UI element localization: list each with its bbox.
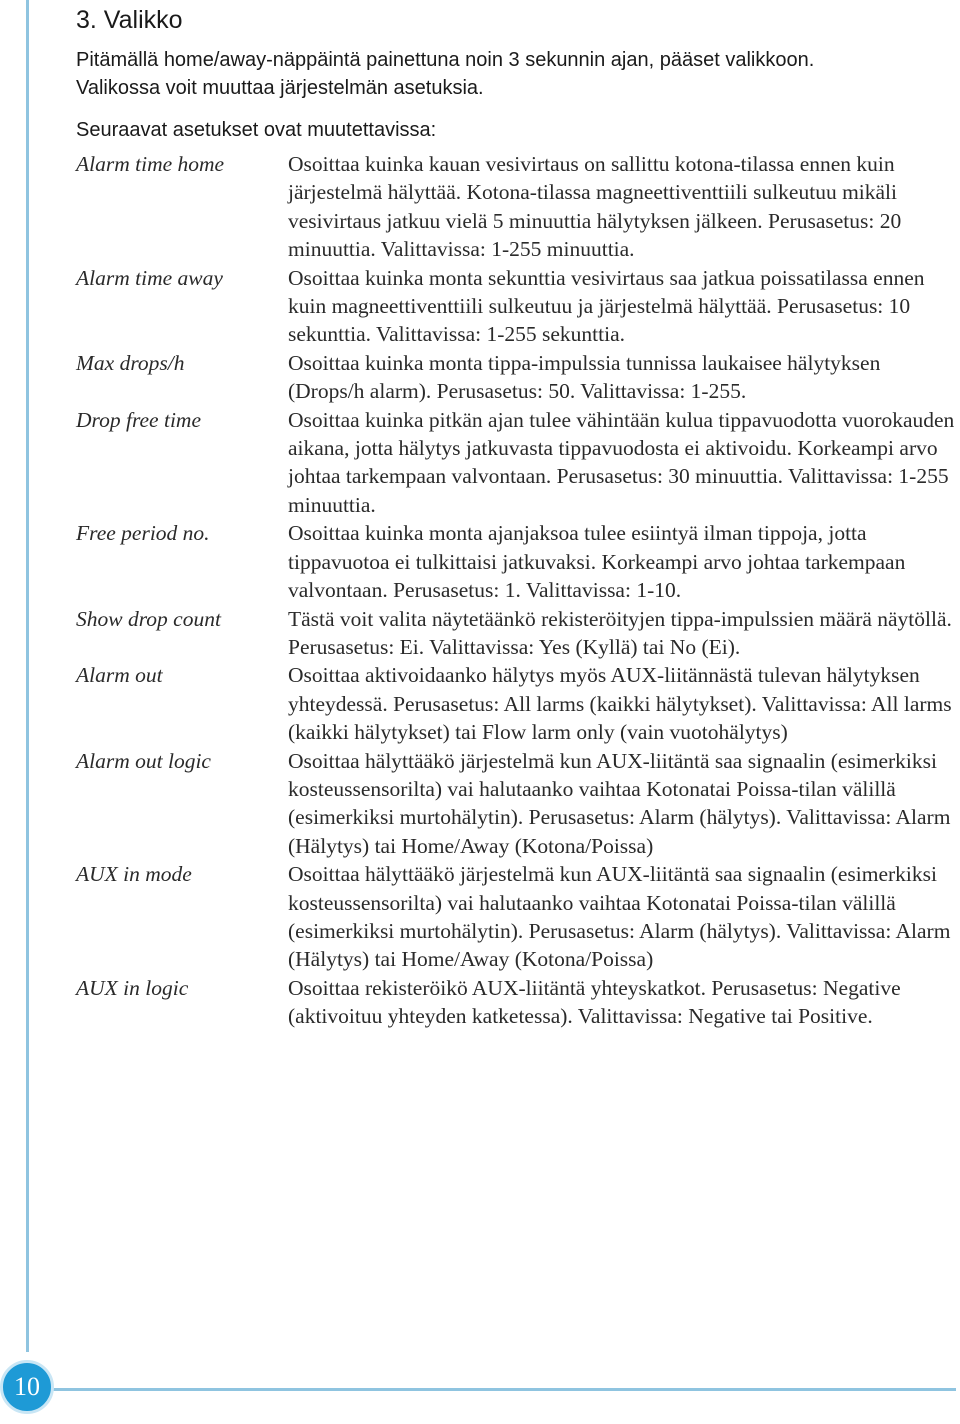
setting-name: Alarm out: [76, 663, 163, 688]
setting-name: Alarm out logic: [76, 748, 211, 773]
setting-name: Drop free time: [76, 407, 201, 432]
setting-description: Osoittaa kuinka monta sekunttia vesivirtaus saa jatkua poissatilassa ennen kuin magneettiventtiili sulkeutuu ja järjestelmä hälyttää. Perusasetus: 10 sekunttia. Valittavissa: 1-255 sekunttia.: [288, 265, 925, 347]
page-content: [76, 0, 956, 1031]
setting-name: Max drops/h: [76, 350, 185, 375]
setting-aux-in-mode: [76, 860, 956, 974]
settings-heading: Seuraavat asetukset ovat muutettavissa:: [76, 119, 437, 141]
setting-drop-free-time: [76, 406, 956, 520]
setting-name: AUX in mode: [76, 862, 192, 887]
setting-aux-in-logic: [76, 974, 956, 1031]
setting-description: Osoittaa kuinka pitkän ajan tulee vähintään kulua tippavuodotta vuorokauden aikana, jotta hälytys jatkuvasta tippavuodosta ei aktivoidu. Korkeampi arvo johtaa tarkempaan valvontaan. Perusasetus: 30 minuuttia. Valittavissa: 1-255 minuuttia.: [288, 407, 955, 517]
setting-name: Show drop count: [76, 606, 221, 631]
intro-line-1: Pitämällä home/away-näppäintä painettuna noin 3 sekunnin ajan, pääset valikkoon.: [76, 49, 815, 71]
footer-rule: [52, 1388, 956, 1391]
setting-name: AUX in logic: [76, 975, 189, 1000]
setting-alarm-out: [76, 661, 956, 746]
setting-name: Alarm time away: [76, 265, 223, 290]
intro-line-2: Valikossa voit muuttaa järjestelmän asetuksia.: [76, 77, 484, 99]
settings-list: [76, 150, 956, 1031]
setting-alarm-time-away: [76, 264, 956, 349]
setting-description: Osoittaa kuinka monta tippa-impulssia tunnissa laukaisee hälytyksen (Drops/h alarm). Perusasetus: 50. Valittavissa: 1-255.: [288, 350, 881, 404]
setting-name: Free period no.: [76, 521, 210, 546]
setting-free-period-no: [76, 519, 956, 604]
setting-description: Osoittaa hälyttääkö järjestelmä kun AUX-liitäntä saa signaalin (esimerkiksi kosteussensorilta) vai halutaanko vaihtaa Kotonatai Poissa-tilan välillä (esimerkiksi murtohälytin). Perusasetus: Alarm (hälytys). Valittavissa: Alarm (Hälytys) tai Home/Away (Kotona/Poissa): [288, 748, 951, 858]
setting-name: Alarm time home: [76, 152, 225, 176]
setting-alarm-out-logic: [76, 747, 956, 861]
section-title: 3. Valikko: [76, 6, 183, 34]
setting-description: Tästä voit valita näytetäänkö rekisteröityjen tippa-impulssien määrä näytöllä. Perusasetus: Ei. Valittavissa: Yes (Kyllä) tai No (Ei).: [288, 606, 952, 659]
setting-max-drops: [76, 349, 956, 406]
setting-description: Osoittaa kuinka kauan vesivirtaus on sallittu kotona-tilassa ennen kuin järjestelmä hälyttää. Kotona-tilassa magneettiventtiili sulkeutuu mikäli vesivirtaus jatkuu vielä 5 minuuttia hälytyksen jälkeen. Perusasetus: 20 minuuttia. Valittavissa: 1-255 minuuttia.: [288, 152, 902, 262]
setting-description: Osoittaa hälyttääkö järjestelmä kun AUX-liitäntä saa signaalin (esimerkiksi kosteussensorilta) vai halutaanko vaihtaa Kotonatai Poissa-tilan välillä (esimerkiksi murtohälytin). Perusasetus: Alarm (hälytys). Valittavissa: Alarm (Hälytys) tai Home/Away (Kotona/Poissa): [288, 862, 951, 972]
setting-description: Osoittaa kuinka monta ajanjaksoa tulee esiintyä ilman tippoja, jotta tippavuotoa ei tulkittaisi jatkuvaksi. Korkeampi arvo johtaa tarkempaan valvontaan. Perusasetus: 1. Valittavissa: 1-10.: [288, 521, 906, 603]
page-number: 10: [14, 1372, 40, 1401]
setting-description: Osoittaa rekisteröikö AUX-liitäntä yhteyskatkot. Perusasetus: Negative (aktivoituu yhteyden katketessa). Valittavissa: Negative tai Positive.: [288, 975, 901, 1029]
page-number-badge: [0, 1360, 54, 1414]
setting-show-drop-count: [76, 605, 956, 662]
setting-alarm-time-home: [76, 150, 956, 264]
left-margin-rule: [26, 0, 29, 1352]
setting-description: Osoittaa aktivoidaanko hälytys myös AUX-liitännästä tulevan hälytyksen yhteydessä. Perusasetus: All larms (kaikki hälytykset). Valittavissa: All larms (kaikki hälytykset) tai Flow larm only (vain vuotohälytys): [288, 663, 952, 745]
